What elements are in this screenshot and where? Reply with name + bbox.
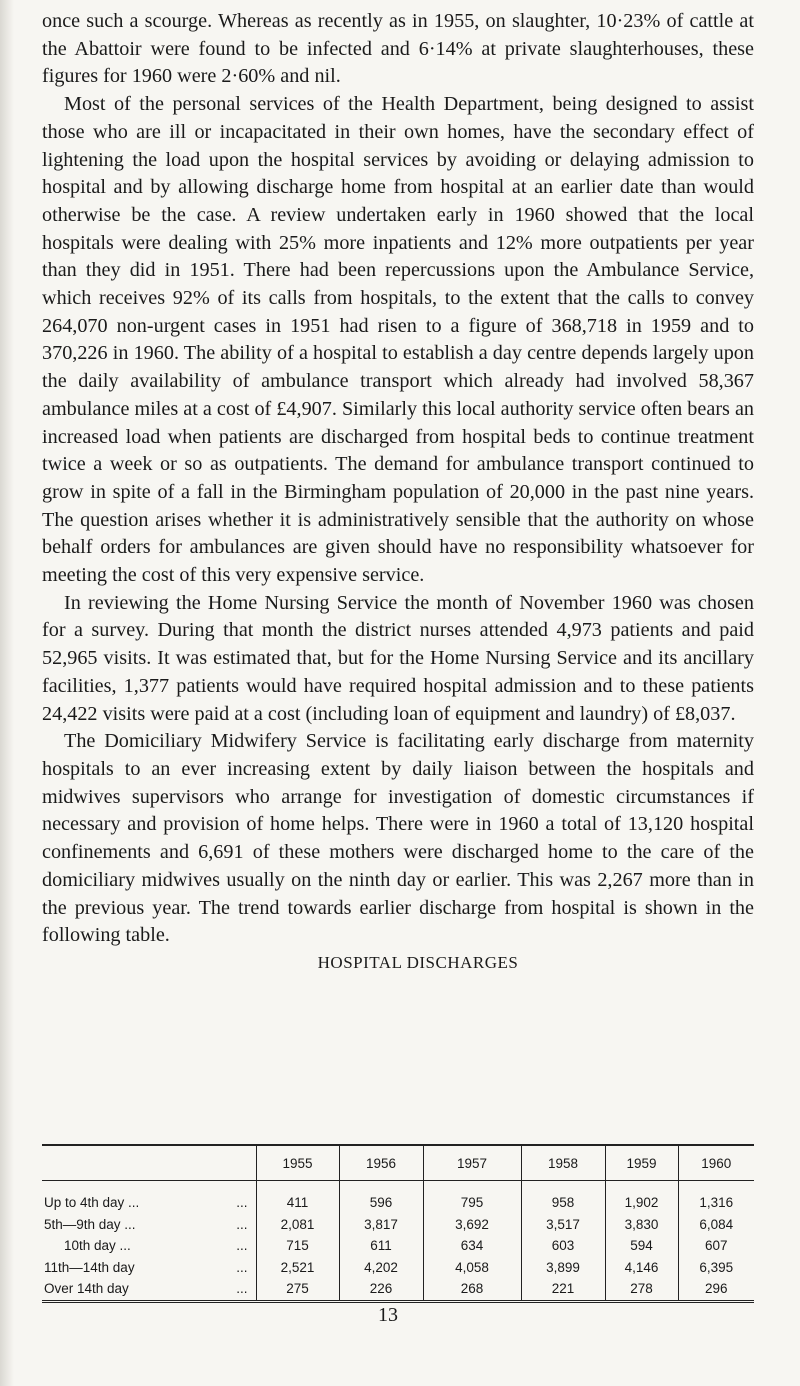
- header-year: 1957: [423, 1145, 521, 1181]
- leader-dots: ...: [236, 1259, 248, 1275]
- row-label-text: 11th—14th day: [44, 1259, 135, 1275]
- row-label-text: 10th day ...: [64, 1238, 131, 1253]
- table-cell: 3,817: [339, 1214, 423, 1236]
- leader-dots: ...: [236, 1238, 248, 1253]
- table-cell: 1,902: [605, 1181, 678, 1214]
- header-year: 1958: [521, 1145, 605, 1181]
- paragraph-4: The Domiciliary Midwifery Service is facilitating early discharge from maternity hospitals to an ever increasing extent by daily liaison between the hospitals and midwives supervisors who arrange for investigation of domestic circumstances if necessary and provision of home helps. There were in 1960 a total of 13,120 hospital confinements and 6,691 of these mothers were discharged home to the care of the domiciliary midwives usually on the ninth day or earlier. This was 2,267 more than in the previous year. The trend towards earlier discharge from hospital is shown in the following table.: [42, 730, 754, 947]
- table-cell: 6,084: [678, 1214, 754, 1236]
- table-cell: 4,058: [423, 1257, 521, 1279]
- header-year: 1956: [339, 1145, 423, 1181]
- table-cell: 594: [605, 1235, 678, 1257]
- row-label-text: Over 14th day: [44, 1281, 129, 1296]
- table-cell: 3,517: [521, 1214, 605, 1236]
- table-cell: 275: [256, 1278, 339, 1301]
- row-label: [42, 1278, 256, 1301]
- paragraph-2: Most of the personal services of the Health Department, being designed to assist those who are ill or incapacitated in their own homes, have the secondary effect of lightening the load upon the hospital services by avoiding or delaying admission to hospital and by allowing discharge home from hospital at an earlier date than would otherwise be the case. A review undertaken early in 1960 showed that the local hospitals were dealing with 25% more inpatients and 12% more outpatients per year than they did in 1951. There had been repercussions upon the Ambulance Service, which receives 92% of its calls from hospitals, to the extent that the calls to convey 264,070 non-urgent cases in 1951 had risen to a figure of 368,718 in 1959 and to 370,226 in 1960. The ability of a hospital to establish a day centre depends largely upon the daily availability of ambulance transport which already had involved 58,367 ambulance miles at a cost of £4,907. Similarly this local authority service often bears an increased load when patients are discharged from hospital beds to continue treatment twice a week or so as outpatients. The demand for ambulance transport continued to grow in spite of a fall in the Birmingham population of 20,000 in the past nine years. The question arises whether it is administratively sensible that the authority on whose behalf orders for ambulances are given should have no responsibility whatsoever for meeting the cost of this very expensive service.: [42, 93, 754, 587]
- table-cell: 958: [521, 1181, 605, 1214]
- table-cell: 3,899: [521, 1257, 605, 1279]
- table-cell: 607: [678, 1235, 754, 1257]
- row-label: [42, 1257, 256, 1279]
- header-year: 1955: [256, 1145, 339, 1181]
- leader-dots: ...: [236, 1216, 248, 1232]
- table-header-row: [42, 1145, 754, 1181]
- leader-dots: ...: [236, 1195, 248, 1210]
- table-cell: 2,521: [256, 1257, 339, 1279]
- table-cell: 6,395: [678, 1257, 754, 1279]
- row-label: [42, 1181, 256, 1214]
- header-year: 1960: [678, 1145, 754, 1181]
- table-cell: 278: [605, 1278, 678, 1301]
- table-cell: 715: [256, 1235, 339, 1257]
- page-edge-shadow: [0, 0, 14, 1386]
- table-cell: 795: [423, 1181, 521, 1214]
- hospital-discharges-table: [42, 1144, 754, 1303]
- paragraph-3: In reviewing the Home Nursing Service the month of November 1960 was chosen for a survey. During that month the district nurses attended 4,973 patients and paid 52,965 visits. It was estimated that, but for the Home Nursing Service and its ancillary facilities, 1,377 patients would have required hospital admission and to these patients 24,422 visits were paid at a cost (including loan of equipment and laundry) of £8,037.: [42, 591, 754, 725]
- row-label-text: 5th—9th day ...: [44, 1216, 136, 1232]
- table-cell: 611: [339, 1235, 423, 1257]
- table-cell: 4,202: [339, 1257, 423, 1279]
- table-cell: 226: [339, 1278, 423, 1301]
- header-year: 1959: [605, 1145, 678, 1181]
- table-cell: 221: [521, 1278, 605, 1301]
- row-label: [42, 1235, 256, 1257]
- table-row: [42, 1278, 754, 1301]
- table-row: [42, 1235, 754, 1257]
- leader-dots: ...: [236, 1281, 248, 1296]
- table-cell: 296: [678, 1278, 754, 1301]
- table-cell: 268: [423, 1278, 521, 1301]
- paragraph-1: once such a scourge. Whereas as recently as in 1955, on slaughter, 10·23% of cattle at the Abattoir were found to be infected and 6·14% at private slaughterhouses, these figures for 1960 were 2·60% and nil.: [42, 10, 754, 88]
- table-title: HOSPITAL DISCHARGES: [317, 952, 519, 972]
- row-label-text: Up to 4th day ...: [44, 1195, 140, 1210]
- table-row: [42, 1181, 754, 1214]
- table-cell: 1,316: [678, 1181, 754, 1214]
- table-cell: 596: [339, 1181, 423, 1214]
- table-row: [42, 1257, 754, 1279]
- document-body: [42, 8, 754, 974]
- table-cell: 2,081: [256, 1214, 339, 1236]
- table-cell: 4,146: [605, 1257, 678, 1279]
- page-number: 13: [378, 1304, 398, 1326]
- header-blank: [42, 1145, 256, 1181]
- table-cell: 3,692: [423, 1214, 521, 1236]
- table-cell: 3,830: [605, 1214, 678, 1236]
- table-cell: 411: [256, 1181, 339, 1214]
- row-label: [42, 1214, 256, 1236]
- table-cell: 634: [423, 1235, 521, 1257]
- table-cell: 603: [521, 1235, 605, 1257]
- table-row: [42, 1214, 754, 1236]
